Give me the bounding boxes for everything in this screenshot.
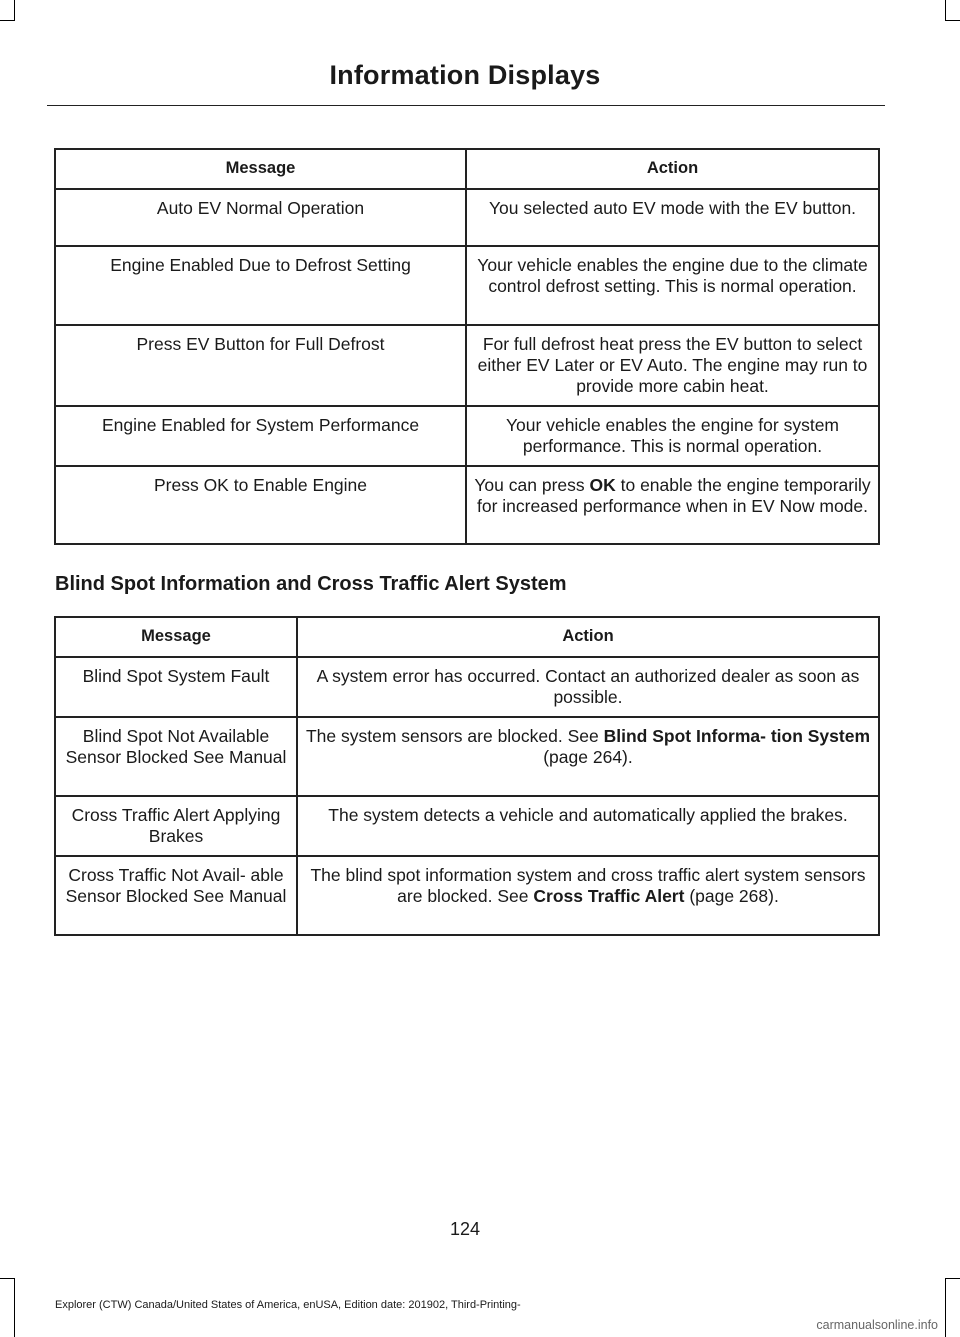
action-cell: The system detects a vehicle and automatically applied the brakes. [297, 796, 879, 856]
column-header-message: Message [55, 149, 466, 189]
action-cell [297, 856, 879, 935]
column-header-message: Message [55, 617, 297, 657]
table-row [55, 796, 879, 856]
action-text: to enable the engine temporarily for increased performance when in EV Now mode. [476, 475, 871, 516]
section-heading: Blind Spot Information and Cross Traffic Alert System [55, 573, 567, 595]
messages-table-ev [54, 148, 880, 545]
action-emphasis: OK [589, 475, 616, 495]
table-row [55, 856, 879, 935]
table-row [55, 466, 879, 544]
page-title: Information Displays [329, 60, 601, 90]
page-number: 124 [449, 1219, 481, 1239]
message-cell: Press OK to Enable Engine [55, 466, 466, 544]
action-cell: For full defrost heat press the EV button to select either EV Later or EV Auto. The engine may run to provide more cabin heat. [466, 325, 879, 406]
table-row [55, 657, 879, 717]
action-cell: Your vehicle enables the engine due to the climate control defrost setting. This is normal operation. [466, 246, 879, 325]
watermark: carmanualsonline.info [816, 1318, 938, 1332]
action-cell: Your vehicle enables the engine for system performance. This is normal operation. [466, 406, 879, 466]
action-text: (page 264). [543, 747, 633, 767]
table-row [55, 246, 879, 325]
column-header-action: Action [297, 617, 879, 657]
cross-reference-link[interactable]: Cross Traffic Alert [533, 886, 685, 906]
message-cell: Auto EV Normal Operation [55, 189, 466, 246]
crop-mark [0, 1278, 15, 1279]
action-cell: You selected auto EV mode with the EV button. [466, 189, 879, 246]
action-text: (page 268). [684, 886, 779, 906]
table-row [55, 189, 879, 246]
message-cell: Blind Spot System Fault [55, 657, 297, 717]
action-cell: A system error has occurred. Contact an authorized dealer as soon as possible. [297, 657, 879, 717]
action-cell [297, 717, 879, 796]
crop-mark [945, 20, 960, 21]
cross-reference-link[interactable]: Blind Spot Informa- tion System [603, 726, 871, 746]
header-rule [47, 105, 885, 106]
message-cell: Press EV Button for Full Defrost [55, 325, 466, 406]
footer-edition: Explorer (CTW) Canada/United States of America, enUSA, Edition date: 201902, Third-Printing- [55, 1299, 521, 1311]
table-row [55, 325, 879, 406]
table-header-row [55, 149, 879, 189]
message-cell: Blind Spot Not Available Sensor Blocked See Manual [55, 717, 297, 796]
column-header-action: Action [466, 149, 879, 189]
table-header-row [55, 617, 879, 657]
table-row [55, 406, 879, 466]
crop-mark [945, 1278, 960, 1279]
action-text: You can press [474, 475, 590, 495]
message-cell: Cross Traffic Alert Applying Brakes [55, 796, 297, 856]
crop-mark [0, 20, 15, 21]
message-cell: Cross Traffic Not Avail- able Sensor Blocked See Manual [55, 856, 297, 935]
crop-mark [945, 0, 946, 20]
crop-mark [14, 1278, 15, 1337]
action-text: The blind spot information system and cross traffic alert system sensors are blocked. See [310, 865, 866, 906]
action-text: The system sensors are blocked. See [305, 726, 604, 746]
table-row [55, 717, 879, 796]
message-cell: Engine Enabled for System Performance [55, 406, 466, 466]
crop-mark [945, 1278, 946, 1337]
crop-mark [14, 0, 15, 20]
messages-table-blind-spot [54, 616, 880, 936]
message-cell: Engine Enabled Due to Defrost Setting [55, 246, 466, 325]
action-cell [466, 466, 879, 544]
